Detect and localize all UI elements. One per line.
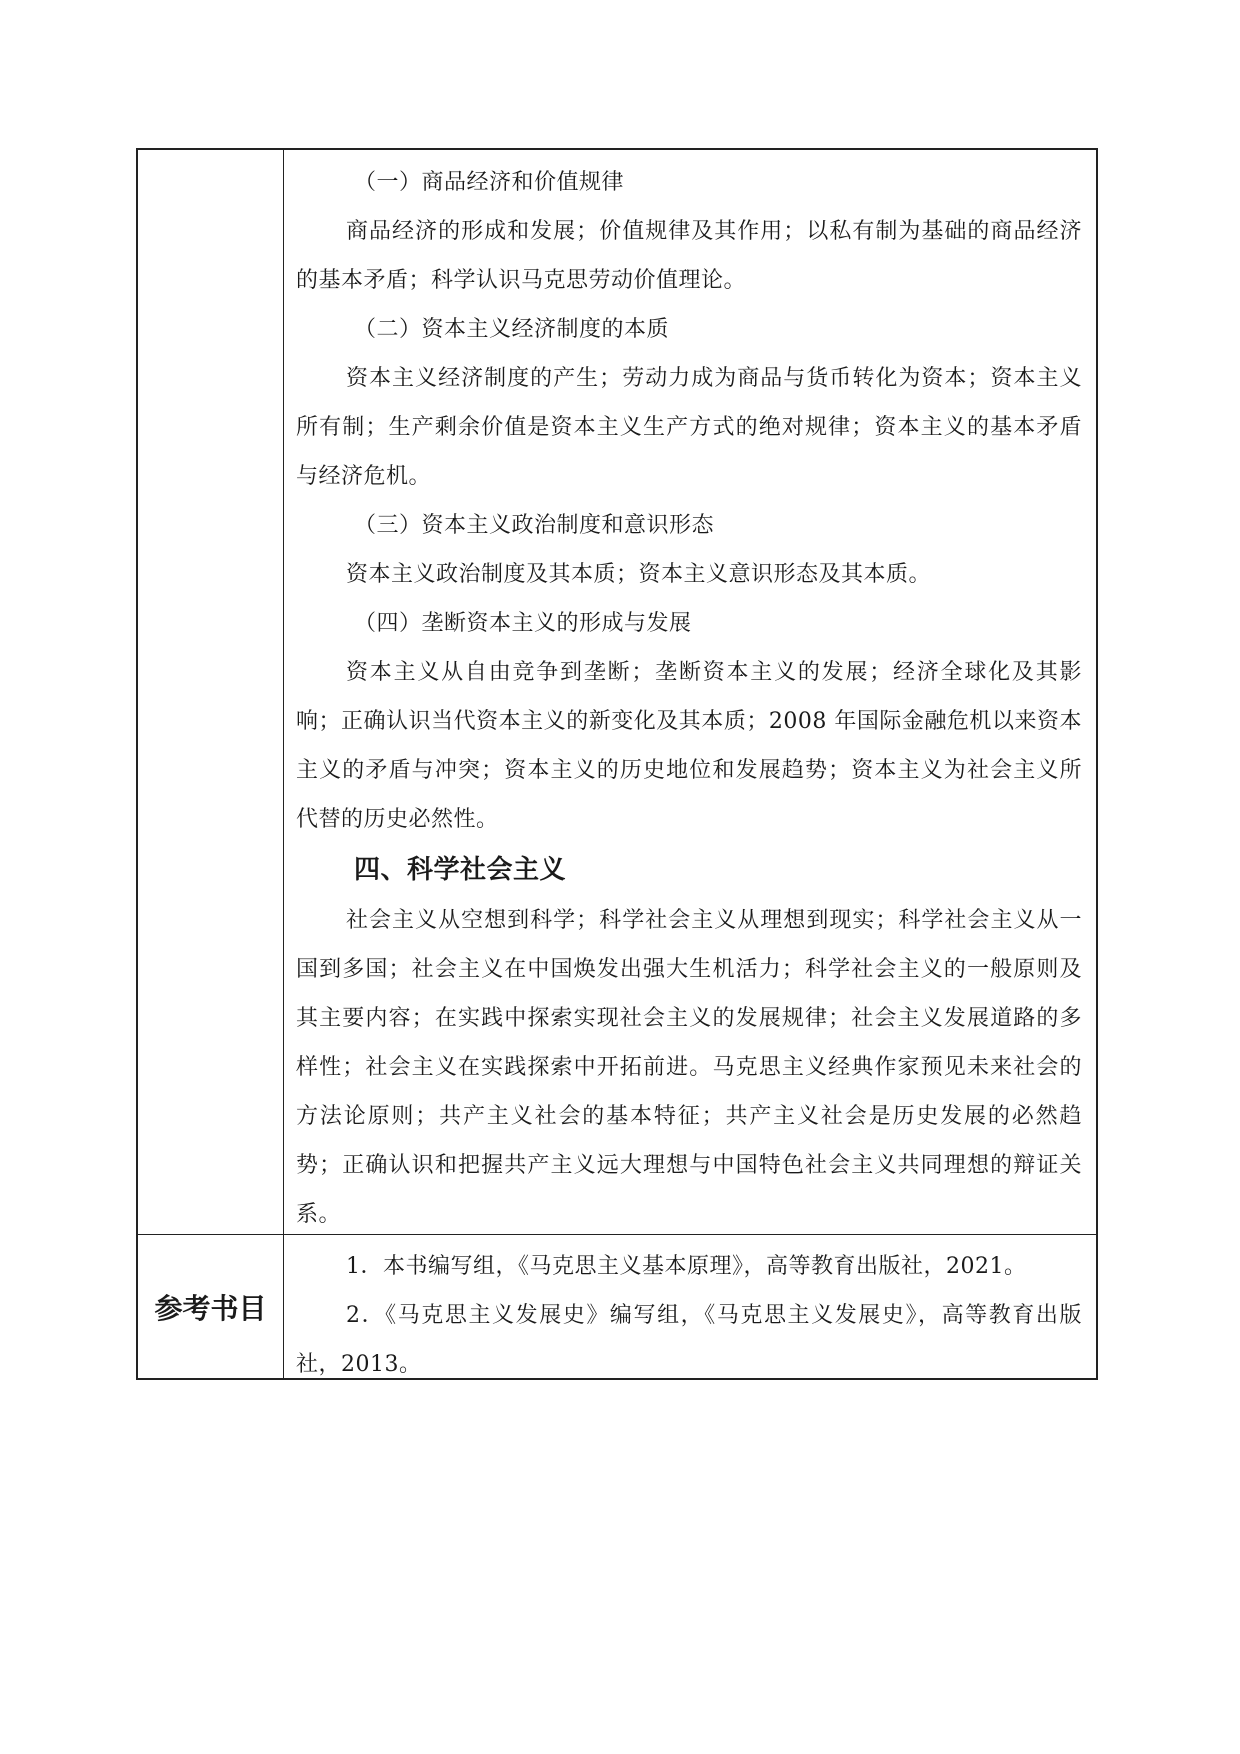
references-label: 参考书目 xyxy=(154,1292,267,1325)
syllabus-table xyxy=(136,148,1098,1380)
part-4-heading: 四、科学社会主义 xyxy=(354,855,567,885)
section-2-title: （二）资本主义经济制度的本质 xyxy=(354,317,670,342)
section-4-body: 资本主义从自由竞争到垄断；垄断资本主义的发展；经济全球化及其影响；正确认识当代资本主义的新变化及其本质；2008 年国际金融危机以来资本主义的矛盾与冲突；资本主义的历史地位和发展趋势；资本主义为社会主义所代替的历史必然性。 xyxy=(296,660,1082,832)
section-3-title: （三）资本主义政治制度和意识形态 xyxy=(354,513,715,538)
column-divider xyxy=(283,150,284,1378)
section-4-title: （四）垄断资本主义的形成与发展 xyxy=(354,611,692,636)
section-2-body: 资本主义经济制度的产生；劳动力成为商品与货币转化为资本；资本主义所有制；生产剩余价值是资本主义生产方式的绝对规律；资本主义的基本矛盾与经济危机。 xyxy=(296,366,1082,489)
section-3-body: 资本主义政治制度及其本质；资本主义意识形态及其本质。 xyxy=(346,562,932,587)
part-4-body: 社会主义从空想到科学；科学社会主义从理想到现实；科学社会主义从一国到多国；社会主义在中国焕发出强大生机活力；科学社会主义的一般原则及其主要内容；在实践中探索实现社会主义的发展规律；社会主义发展道路的多样性；社会主义在实践探索中开拓前进。马克思主义经典作家预见未来社会的方法论原则；共产主义社会的基本特征；共产主义社会是历史发展的必然趋势；正确认识和把握共产主义远大理想与中国特色社会主义共同理想的辩证关系。 xyxy=(296,908,1082,1227)
reference-item-1: 1．本书编写组，《马克思主义基本原理》，高等教育出版社，2021。 xyxy=(346,1254,1027,1279)
section-1-title: （一）商品经济和价值规律 xyxy=(354,170,625,195)
section-1-body: 商品经济的形成和发展；价值规律及其作用；以私有制为基础的商品经济的基本矛盾；科学认识马克思劳动价值理论。 xyxy=(296,219,1082,293)
reference-item-2: 2．《马克思主义发展史》编写组，《马克思主义发展史》，高等教育出版社，2013。 xyxy=(296,1303,1082,1377)
